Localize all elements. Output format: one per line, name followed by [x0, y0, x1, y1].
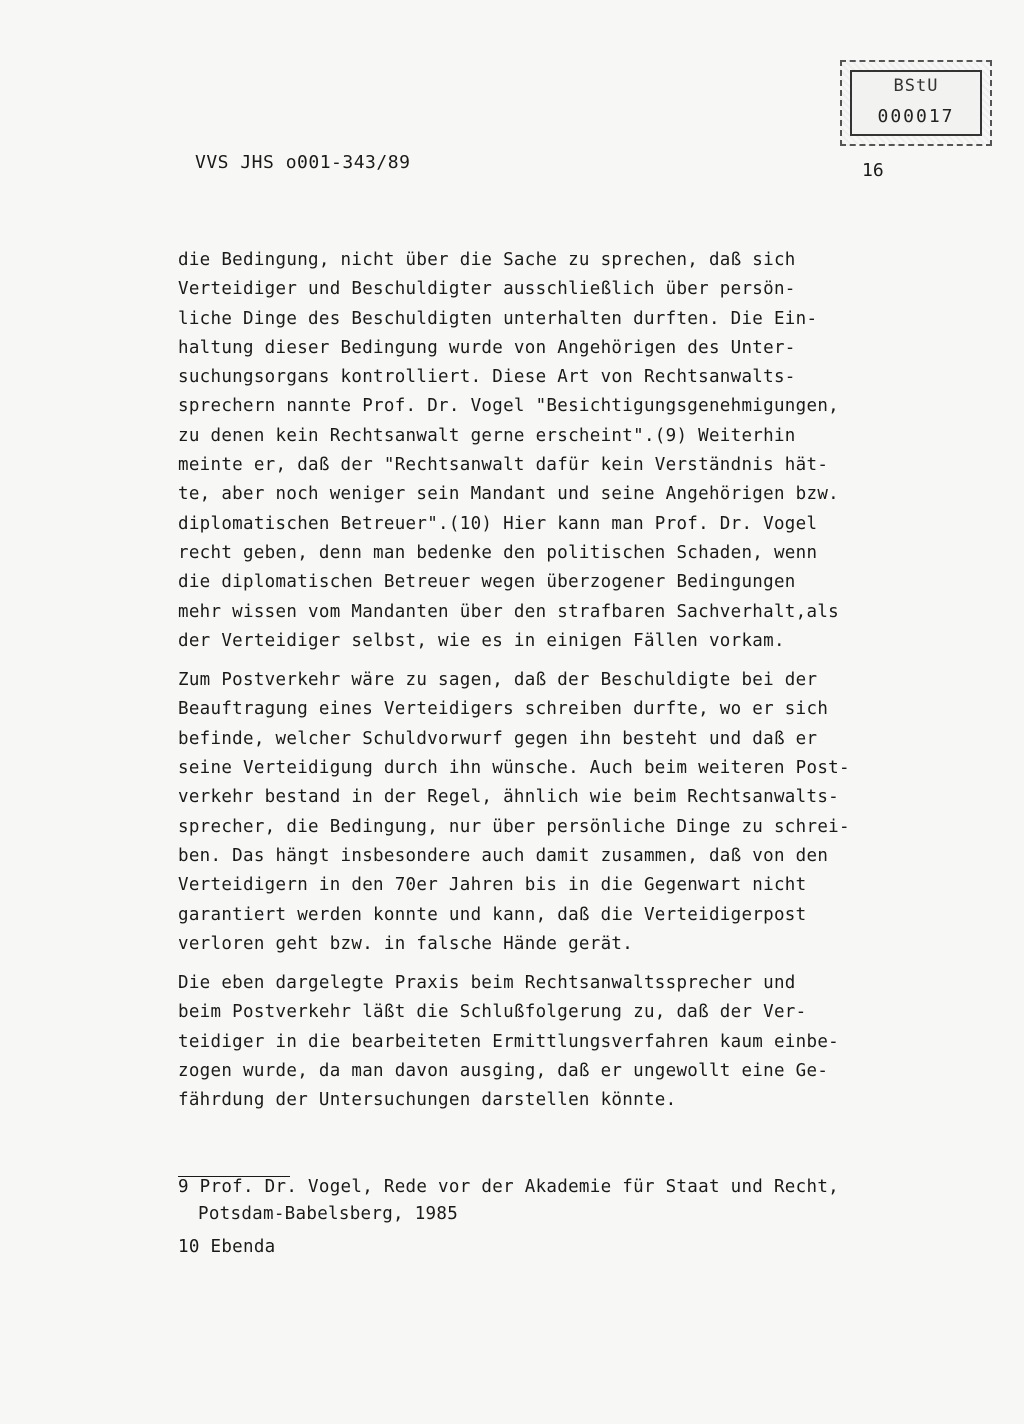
archive-stamp-number: 000017: [877, 106, 955, 127]
document-reference: VVS JHS o001-343/89: [195, 152, 411, 173]
body-text: [178, 246, 938, 1116]
archive-stamp: [840, 60, 992, 146]
text-line: liche Dinge des Beschuldigten unterhalten durften. Die Ein-: [178, 308, 818, 329]
text-line: teidiger in die bearbeiteten Ermittlungsverfahren kaum einbe-: [178, 1031, 839, 1052]
text-line: der Verteidiger selbst, wie es in einigen Fällen vorkam.: [178, 630, 785, 651]
footnotes: [178, 1174, 938, 1261]
text-line: beim Postverkehr läßt die Schlußfolgerung zu, daß der Ver-: [178, 1002, 807, 1023]
footnote-10: 10 Ebenda: [178, 1237, 276, 1257]
text-line: Verteidiger und Beschuldigter ausschließlich über persön-: [178, 279, 796, 300]
text-line: seine Verteidigung durch ihn wünsche. Auch beim weiteren Post-: [178, 758, 850, 779]
text-line: sprechern nannte Prof. Dr. Vogel "Besichtigungsgenehmigungen,: [178, 396, 839, 417]
text-line: haltung dieser Bedingung wurde von Angehörigen des Unter-: [178, 337, 796, 358]
text-line: recht geben, denn man bedenke den politischen Schaden, wenn: [178, 542, 818, 563]
text-line: verloren geht bzw. in falsche Hände gerät.: [178, 933, 634, 954]
archive-stamp-label: BStU: [893, 76, 939, 96]
text-line: zu denen kein Rechtsanwalt gerne erscheint".(9) Weiterhin: [178, 425, 796, 446]
text-line: diplomatischen Betreuer".(10) Hier kann man Prof. Dr. Vogel: [178, 513, 818, 534]
text-line: sprecher, die Bedingung, nur über persönliche Dinge zu schrei-: [178, 816, 850, 837]
text-line: mehr wissen vom Mandanten über den strafbaren Sachverhalt,als: [178, 601, 839, 622]
footnote-9-continued: Potsdam-Babelsberg, 1985: [198, 1204, 459, 1224]
text-line: Zum Postverkehr wäre zu sagen, daß der Beschuldigte bei der: [178, 670, 818, 691]
text-line: suchungsorgans kontrolliert. Diese Art von Rechtsanwalts-: [178, 367, 796, 388]
text-line: ben. Das hängt insbesondere auch damit zusammen, daß von den: [178, 845, 829, 866]
paragraph-gap: [178, 656, 938, 666]
text-line: fährdung der Untersuchungen darstellen könnte.: [178, 1090, 677, 1111]
text-line: verkehr bestand in der Regel, ähnlich wie beim Rechtsanwalts-: [178, 787, 839, 808]
text-line: befinde, welcher Schuldvorwurf gegen ihn besteht und daß er: [178, 728, 818, 749]
footnote-9: 9 Prof. Dr. Vogel, Rede vor der Akademie für Staat und Recht,: [178, 1177, 839, 1197]
text-line: meinte er, daß der "Rechtsanwalt dafür kein Verständnis hät-: [178, 455, 829, 476]
text-line: Beauftragung eines Verteidigers schreiben durfte, wo er sich: [178, 699, 829, 720]
page-number: 16: [862, 160, 884, 181]
text-line: garantiert werden konnte und kann, daß die Verteidigerpost: [178, 904, 807, 925]
paragraph-gap: [178, 959, 938, 969]
text-line: te, aber noch weniger sein Mandant und seine Angehörigen bzw.: [178, 484, 839, 505]
text-line: Verteidigern in den 70er Jahren bis in die Gegenwart nicht: [178, 875, 807, 896]
text-line: Die eben dargelegte Praxis beim Rechtsanwaltssprecher und: [178, 973, 796, 994]
text-line: zogen wurde, da man davon ausging, daß er ungewollt eine Ge-: [178, 1061, 829, 1082]
footnote-separator: [178, 1176, 290, 1177]
archive-stamp-frame: [850, 70, 982, 136]
text-line: die Bedingung, nicht über die Sache zu sprechen, daß sich: [178, 250, 796, 270]
text-line: die diplomatischen Betreuer wegen überzogener Bedingungen: [178, 572, 796, 593]
